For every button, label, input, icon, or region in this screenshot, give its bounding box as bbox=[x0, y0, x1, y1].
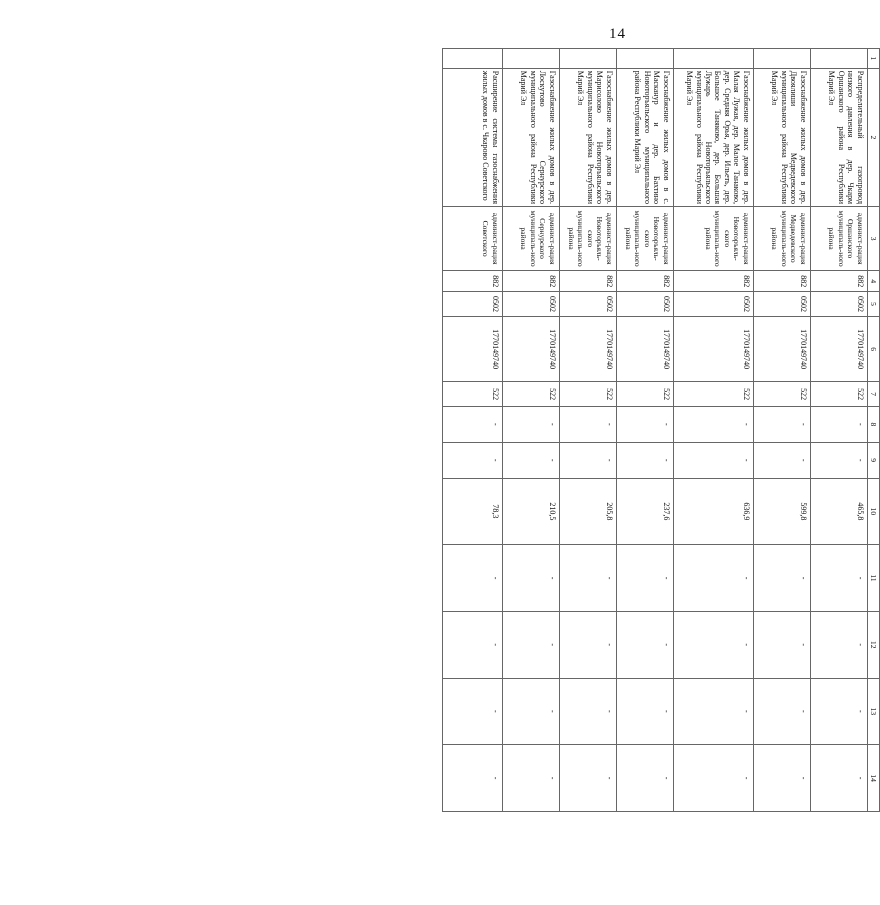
cell-value: - bbox=[753, 545, 810, 612]
budget-table bbox=[442, 48, 880, 812]
cell-object-name: Газоснабжение жилых домов в дер. Двоялиши Медведевского муниципального района Республики Марий Эл bbox=[753, 68, 810, 206]
cell-value: - bbox=[559, 611, 616, 678]
table-row bbox=[673, 49, 753, 812]
cell-object-name: Газоснабжение жилых домов в с. Масканур и дер. Бахтино Новоторъяльского муниципального района Республики Марий Эл bbox=[616, 68, 673, 206]
col-header: 6 bbox=[867, 316, 879, 381]
cell-value: - bbox=[810, 745, 867, 812]
cell-value: - bbox=[502, 545, 559, 612]
cell-index bbox=[502, 49, 559, 69]
cell-value: - bbox=[673, 406, 753, 442]
cell-type-code: 522 bbox=[810, 382, 867, 407]
cell-administrator: админист-рация Медведевского муниципаль-ного района bbox=[753, 207, 810, 271]
cell-value: - bbox=[753, 442, 810, 478]
cell-amount: 465,8 bbox=[810, 478, 867, 545]
cell-value: - bbox=[502, 611, 559, 678]
cell-value: - bbox=[616, 745, 673, 812]
cell-amount: 237,6 bbox=[616, 478, 673, 545]
cell-amount: 599,8 bbox=[753, 478, 810, 545]
cell-amount: 205,8 bbox=[559, 478, 616, 545]
col-header: 12 bbox=[867, 611, 879, 678]
cell-value: - bbox=[502, 442, 559, 478]
cell-value: - bbox=[559, 406, 616, 442]
table-row bbox=[442, 49, 502, 812]
col-header: 10 bbox=[867, 478, 879, 545]
cell-value: - bbox=[673, 545, 753, 612]
cell-value: - bbox=[442, 442, 502, 478]
cell-section-code: 0502 bbox=[753, 292, 810, 317]
cell-ministry-code: 882 bbox=[810, 271, 867, 292]
cell-ministry-code: 882 bbox=[502, 271, 559, 292]
page-number: 14 bbox=[609, 26, 626, 42]
cell-value: - bbox=[673, 678, 753, 745]
cell-value: - bbox=[810, 678, 867, 745]
cell-section-code: 0502 bbox=[502, 292, 559, 317]
cell-ministry-code: 882 bbox=[673, 271, 753, 292]
cell-value: - bbox=[810, 611, 867, 678]
cell-value: - bbox=[442, 545, 502, 612]
cell-value: - bbox=[559, 678, 616, 745]
col-header: 8 bbox=[867, 406, 879, 442]
cell-value: - bbox=[673, 745, 753, 812]
cell-type-code: 522 bbox=[442, 382, 502, 407]
cell-index bbox=[442, 49, 502, 69]
cell-amount: 636,9 bbox=[673, 478, 753, 545]
cell-object-name: Газоснабжение жилых домов в дер. Малая Лужая, дер. Малое Танаково, дер. Средняя Орья, дер. Ильеть, дер. Большое Таняково, дер. Большая Лужарь Новоторъяльского муниципального района Республики Марий Эл bbox=[673, 68, 753, 206]
cell-value: - bbox=[753, 745, 810, 812]
cell-ministry-code: 882 bbox=[753, 271, 810, 292]
table-row bbox=[559, 49, 616, 812]
table-row bbox=[810, 49, 867, 812]
col-header: 14 bbox=[867, 745, 879, 812]
table-row bbox=[753, 49, 810, 812]
cell-amount: 78,3 bbox=[442, 478, 502, 545]
cell-value: - bbox=[673, 611, 753, 678]
cell-ministry-code: 882 bbox=[616, 271, 673, 292]
cell-section-code: 0502 bbox=[559, 292, 616, 317]
col-header: 11 bbox=[867, 545, 879, 612]
cell-value: - bbox=[442, 406, 502, 442]
cell-value: - bbox=[616, 442, 673, 478]
cell-value: - bbox=[616, 406, 673, 442]
cell-value: - bbox=[616, 678, 673, 745]
cell-index bbox=[810, 49, 867, 69]
header-row bbox=[867, 49, 879, 812]
cell-administrator: админист-рация Оршанского муниципаль-ного района bbox=[810, 207, 867, 271]
cell-value: - bbox=[616, 545, 673, 612]
cell-section-code: 0502 bbox=[616, 292, 673, 317]
cell-article-code: 1770149740 bbox=[810, 316, 867, 381]
cell-value: - bbox=[810, 442, 867, 478]
cell-article-code: 1770149740 bbox=[502, 316, 559, 381]
cell-object-name: Распределительный газопровод низкого давления в дер. Чкарм Оршанского района Республики Марий Эл bbox=[810, 68, 867, 206]
col-header: 9 bbox=[867, 442, 879, 478]
cell-value: - bbox=[753, 678, 810, 745]
col-header: 5 bbox=[867, 292, 879, 317]
cell-value: - bbox=[502, 406, 559, 442]
cell-administrator: админист-рация Новоторъяль-ского муниципаль-ного района bbox=[616, 207, 673, 271]
cell-article-code: 1770149740 bbox=[442, 316, 502, 381]
cell-administrator: админист-рация Новоторъяль-ского муниципаль-ного района bbox=[673, 207, 753, 271]
cell-section-code: 0502 bbox=[673, 292, 753, 317]
table-row bbox=[616, 49, 673, 812]
cell-value: - bbox=[559, 745, 616, 812]
cell-type-code: 522 bbox=[502, 382, 559, 407]
cell-section-code: 0502 bbox=[442, 292, 502, 317]
cell-article-code: 1770149740 bbox=[616, 316, 673, 381]
cell-object-name: Расширение системы газоснабжения жилых домов в с. Чкарово Советского bbox=[442, 68, 502, 206]
cell-ministry-code: 882 bbox=[559, 271, 616, 292]
cell-value: - bbox=[673, 442, 753, 478]
cell-amount: 210,5 bbox=[502, 478, 559, 545]
cell-type-code: 522 bbox=[673, 382, 753, 407]
table-row bbox=[502, 49, 559, 812]
cell-type-code: 522 bbox=[753, 382, 810, 407]
cell-value: - bbox=[810, 545, 867, 612]
cell-object-name: Газоснабжение жилых домов в дер. Лоскутово Сернурского муниципального района Республики Марий Эл bbox=[502, 68, 559, 206]
col-header: 7 bbox=[867, 382, 879, 407]
cell-value: - bbox=[559, 442, 616, 478]
cell-object-name: Газоснабжение жилых домов в дер. Марисолово Новоторъяльского муниципального района Республики Марий Эл bbox=[559, 68, 616, 206]
col-header: 2 bbox=[867, 68, 879, 206]
col-header: 13 bbox=[867, 678, 879, 745]
cell-administrator: админист-рация Новоторъяль-ского муниципаль-ного района bbox=[559, 207, 616, 271]
col-header: 1 bbox=[867, 49, 879, 69]
cell-index bbox=[559, 49, 616, 69]
cell-value: - bbox=[502, 678, 559, 745]
cell-type-code: 522 bbox=[559, 382, 616, 407]
cell-index bbox=[753, 49, 810, 69]
cell-index bbox=[616, 49, 673, 69]
cell-value: - bbox=[753, 611, 810, 678]
cell-article-code: 1770149740 bbox=[559, 316, 616, 381]
cell-index bbox=[673, 49, 753, 69]
col-header: 4 bbox=[867, 271, 879, 292]
cell-value: - bbox=[559, 545, 616, 612]
cell-administrator: админист-рация Сернурского муниципаль-ного района bbox=[502, 207, 559, 271]
cell-value: - bbox=[616, 611, 673, 678]
cell-ministry-code: 882 bbox=[442, 271, 502, 292]
cell-type-code: 522 bbox=[616, 382, 673, 407]
cell-article-code: 1770149740 bbox=[673, 316, 753, 381]
cell-value: - bbox=[502, 745, 559, 812]
cell-value: - bbox=[442, 611, 502, 678]
cell-value: - bbox=[753, 406, 810, 442]
cell-administrator: админист-рация Советского bbox=[442, 207, 502, 271]
cell-value: - bbox=[810, 406, 867, 442]
col-header: 3 bbox=[867, 207, 879, 271]
cell-value: - bbox=[442, 745, 502, 812]
cell-article-code: 1770149740 bbox=[753, 316, 810, 381]
cell-section-code: 0502 bbox=[810, 292, 867, 317]
cell-value: - bbox=[442, 678, 502, 745]
